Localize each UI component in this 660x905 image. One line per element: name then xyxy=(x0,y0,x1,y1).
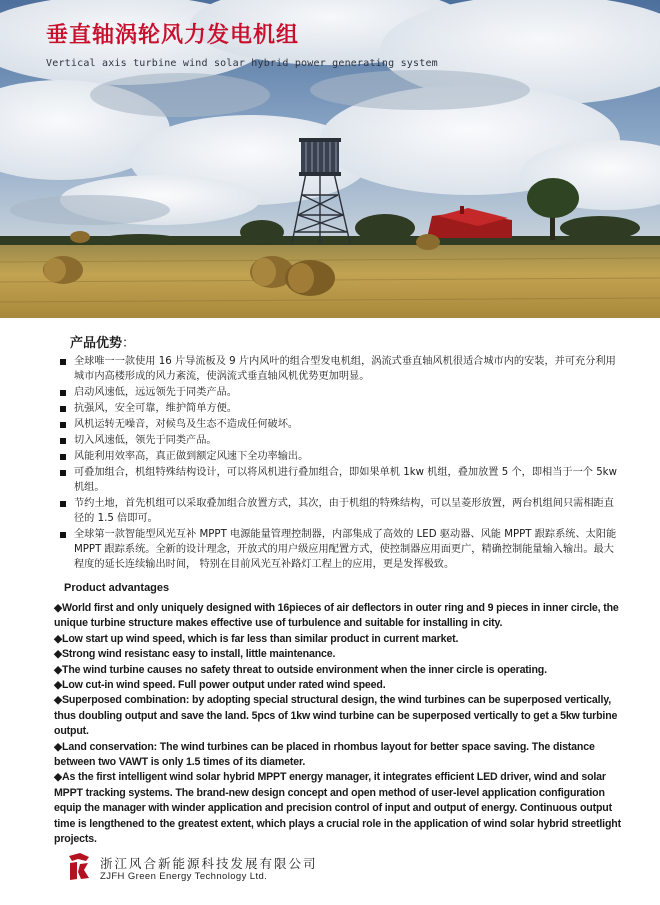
list-item-text: 切入风速低，领先于同类产品。 xyxy=(74,435,217,446)
advantages-english-list xyxy=(54,601,634,848)
list-item xyxy=(54,693,634,739)
heading-text: 产品优势 xyxy=(70,336,123,351)
list-item xyxy=(60,465,620,495)
square-bullet-icon xyxy=(60,470,66,476)
diamond-bullet-icon: ◆ xyxy=(54,663,62,676)
list-item-text: The wind turbine causes no safety threat to outside environment when the inner circle is operating. xyxy=(62,663,547,676)
square-bullet-icon xyxy=(60,454,66,460)
list-item xyxy=(60,354,620,384)
list-item xyxy=(60,385,620,400)
list-item xyxy=(54,663,634,678)
list-item-text: 风机运转无噪音，对候鸟及生态不造成任何破坏。 xyxy=(74,419,299,430)
diamond-bullet-icon: ◆ xyxy=(54,694,62,707)
list-item xyxy=(54,770,634,847)
square-bullet-icon xyxy=(60,422,66,428)
advantages-chinese-heading xyxy=(70,332,620,351)
list-item-text: Land conservation: The wind turbines can be placed in rhombus layout for better space saving. The distance between two VAWT is only 1.5 times of its diameter. xyxy=(54,740,595,769)
square-bullet-icon xyxy=(60,438,66,444)
company-name-english: ZJFH Green Energy Technology Ltd. xyxy=(100,871,268,882)
diamond-bullet-icon: ◆ xyxy=(54,602,62,614)
list-item xyxy=(60,496,620,526)
list-item-text: 节约土地，首先机组可以采取叠加组合放置方式，其次，由于机组的特殊结构，可以呈菱形放置，两台机组间只需相距直径的 1.5 倍即可。 xyxy=(74,498,614,524)
list-item xyxy=(60,449,620,464)
list-item-text: 启动风速低，远远领先于同类产品。 xyxy=(74,387,237,398)
square-bullet-icon xyxy=(60,501,66,507)
list-item-text: Low start up wind speed, which is far less than similar product in current market. xyxy=(62,632,459,645)
list-item-text: Strong wind resistanc easy to install, little maintenance. xyxy=(62,648,336,661)
list-item-text: 抗强风，安全可靠，维护简单方便。 xyxy=(74,403,237,414)
hero-banner xyxy=(0,0,660,318)
list-item-text: 可叠加组合，机组特殊结构设计，可以将风机进行叠加组合，即如果单机 1kw 机组，叠加放置 5 个，即相当于一个 5kw 机组。 xyxy=(74,467,617,493)
company-footer xyxy=(66,852,366,892)
list-item-text: 全球唯一一款使用 16 片导流板及 9 片内风叶的组合型发电机组，涡流式垂直轴风机很适合城市内的安装，并可充分利用城市内高楼形成的风力紊流，使涡流式垂直轴风机优势更加明显。 xyxy=(74,356,616,382)
list-item-text: World first and only uniquely designed with 16pieces of air deflectors in outer ring and 9 pieces in inner circle, the unique turbine structure makes effective use of turbulence and suitable for installing in city. xyxy=(54,602,619,630)
list-item-text: 风能利用效率高，真正做到额定风速下全功率输出。 xyxy=(74,451,309,462)
company-name-chinese: 浙江风合新能源科技发展有限公司 xyxy=(100,856,318,871)
title-english: Vertical axis turbine wind solar hybrid power generating system xyxy=(46,58,438,69)
diamond-bullet-icon: ◆ xyxy=(54,648,62,661)
list-item xyxy=(54,678,634,693)
list-item-text: 全球第一款智能型风光互补 MPPT 电源能量管理控制器，内部集成了高效的 LED 驱动器、风能 MPPT 跟踪系统、太阳能 MPPT 跟踪系统。全新的设计理念，开放式的用户级应用配置方式，使控制器应用面更广，精确控制能量输入输出。最大程度的延长连续输出时间， 特别在目前风光互补路灯工程上的应用，更是发挥极致。 xyxy=(74,529,617,570)
list-item-text: Superposed combination: by adopting special structural design, the wind turbines can be superposed vertically, thus doubling output and save the land. 5pcs of 1kw wind turbine can be superposed vertically to get a 5kw turbine output. xyxy=(54,694,618,738)
list-item-text: Low cut-in wind speed. Full power output under rated wind speed. xyxy=(62,679,386,692)
heading-colon: ： xyxy=(122,336,136,351)
title-chinese: 垂直轴涡轮风力发电机组 xyxy=(46,22,300,48)
list-item xyxy=(54,632,634,647)
company-logo-icon xyxy=(66,852,92,882)
diamond-bullet-icon: ◆ xyxy=(54,679,62,692)
diamond-bullet-icon: ◆ xyxy=(54,632,62,645)
list-item xyxy=(60,417,620,432)
square-bullet-icon xyxy=(60,406,66,412)
list-item xyxy=(54,647,634,662)
list-item xyxy=(60,527,620,572)
square-bullet-icon xyxy=(60,359,66,365)
square-bullet-icon xyxy=(60,532,66,538)
advantages-chinese-section xyxy=(60,332,620,573)
list-item xyxy=(54,740,634,771)
advantages-english-heading: Product advantages xyxy=(64,582,170,594)
diamond-bullet-icon: ◆ xyxy=(54,740,62,753)
advantages-chinese-list xyxy=(60,354,620,572)
list-item xyxy=(60,401,620,416)
list-item xyxy=(60,433,620,448)
advantages-english-section xyxy=(54,582,634,848)
list-item xyxy=(54,601,634,632)
list-item-text: As the first intelligent wind solar hybrid MPPT energy manager, it integrates efficient LED driver, wind and solar MPPT tracking systems. The brand-new design concept and open method of user-level application configuration equip the manager with winder application and precision control of input and output of energy. Continuous output time is lengthened to the greatest extent, which plays a crucial role in the application of wind solar hybrid streetlight projects. xyxy=(54,771,621,846)
diamond-bullet-icon: ◆ xyxy=(54,771,62,784)
square-bullet-icon xyxy=(60,390,66,396)
